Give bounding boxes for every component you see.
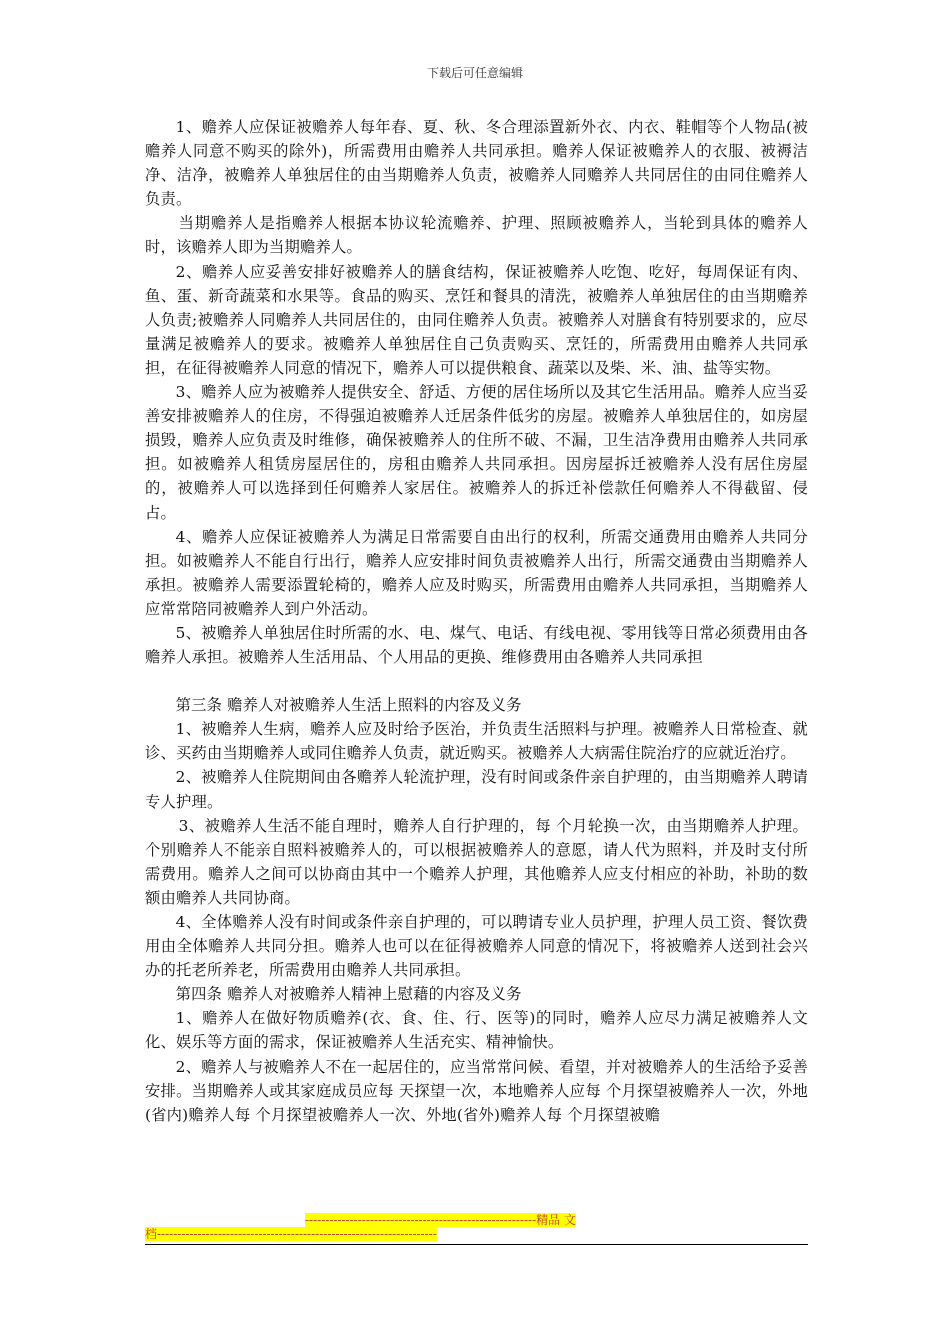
paragraph-spiritual: 1、赡养人在做好物质赡养(衣、食、住、行、医等)的同时，赡养人应尽力满足被赡养人文化、娱乐等方面的需求，保证被赡养人生活充实、精神愉快。 (145, 1009, 808, 1052)
paragraph-travel: 4、赡养人应保证被赡养人为满足日常需要自由出行的权利，所需交通费用由赡养人共同分担。如被赡养人不能自行出行，赡养人应安排时间负责被赡养人出行，所需交通费由当期赡养人承担。被赡养人需要添置轮椅的，赡养人应及时购买，所需费用由赡养人共同承担，当期赡养人应常常陪同被赡养人到户外活动。 (145, 527, 808, 618)
paragraph-housing: 3、赡养人应为被赡养人提供安全、舒适、方便的居住场所以及其它生活用品。赡养人应当妥善安排被赡养人的住房，不得强迫被赡养人迁居条件低劣的房屋。被赡养人单独居住的，如房屋损毁，赡养人应负责及时维修，确保被赡养人的住所不破、不漏，卫生洁净费用由赡养人共同承担。如被赡养人租赁房屋居住的，房租由赡养人共同承担。因房屋拆迁被赡养人没有居住房屋的，被赡养人可以选择到任何赡养人家居住。被赡养人的拆迁补偿款任何赡养人不得截留、侵占。 (145, 383, 808, 522)
footer-line-2: 档--------------------------------------------------------------------- (145, 1227, 437, 1241)
paragraph-diet: 2、赡养人应妥善安排好被赡养人的膳食结构，保证被赡养人吃饱、吃好，每周保证有肉、鱼、蛋、新奇蔬菜和水果等。食品的购买、烹饪和餐具的清洗，被赡养人单独居住的由当期赡养人负责;被赡养人同赡养人共同居住的，由同住赡养人负责。被赡养人对膳食有特别要求的，应尽量满足被赡养人的要求。被赡养人单独居住自己负责购买、烹饪的，所需费用由赡养人共同承担，在征得被赡养人同意的情况下，赡养人可以提供粮食、蔬菜以及柴、米、油、盐等实物。 (145, 262, 808, 377)
paragraph-gap (145, 669, 808, 693)
paragraph-self-care: 3、被赡养人生活不能自理时，赡养人自行护理的，每 个月轮换一次，由当期赡养人护理。个别赡养人不能亲自照料被赡养人的，可以根据被赡养人的意愿，请人代为照料，并及时支付所需费用。赡养人之间可以协商由其中一个赡养人护理，其他赡养人应支付相应的补助，补助的数额由赡养人共同协商。 (145, 816, 808, 907)
document-body (145, 115, 808, 1127)
page-header: 下载后可任意编辑 (426, 66, 523, 80)
paragraph-visits: 2、赡养人与被赡养人不在一起居住的，应当常常问候、看望，并对被赡养人的生活给予妥善安排。当期赡养人或其家庭成员应每 天探望一次，本地赡养人应每 个月探望被赡养人一次，外地(省内)赡养人每 个月探望被赡养人一次、外地(省外)赡养人每 个月探望被赡 (145, 1057, 808, 1124)
paragraph-clothing: 1、赡养人应保证被赡养人每年春、夏、秋、冬合理添置新外衣、内衣、鞋帽等个人物品(被赡养人同意不购买的除外)，所需费用由赡养人共同承担。赡养人保证被赡养人的衣服、被褥洁净、洁净，被赡养人单独居住的由当期赡养人负责，被赡养人同赡养人共同居住的由同住赡养人负责。 (145, 118, 808, 209)
paragraph-utilities: 5、被赡养人单独居住时所需的水、电、煤气、电话、有线电视、零用钱等日常必须费用由各赡养人承担。被赡养人生活用品、个人用品的更换、维修费用由各赡养人共同承担 (145, 623, 808, 667)
article-4-heading: 第四条 赡养人对被赡养人精神上慰藉的内容及义务 (175, 985, 522, 1004)
paragraph-illness: 1、被赡养人生病，赡养人应及时给予医治，并负责生活照料与护理。被赡养人日常检查、就诊、买药由当期赡养人或同住赡养人负责，就近购买。被赡养人大病需住院治疗的应就近治疗。 (145, 720, 808, 763)
footer-divider (145, 1244, 808, 1245)
paragraph-professional-care: 4、全体赡养人没有时间或条件亲自护理的，可以聘请专业人员护理，护理人员工资、餐饮费用由全体赡养人共同分担。赡养人也可以在征得被赡养人同意的情况下，将被赡养人送到社会兴办的托老所养老，所需费用由赡养人共同承担。 (145, 913, 808, 980)
paragraph-hospital: 2、被赡养人住院期间由各赡养人轮流护理，没有时间或条件亲自护理的，由当期赡养人聘请专人护理。 (145, 768, 808, 811)
article-3-heading: 第三条 赡养人对被赡养人生活上照料的内容及义务 (175, 696, 522, 715)
paragraph-definition: 当期赡养人是指赡养人根据本协议轮流赡养、护理、照顾被赡养人，当轮到具体的赡养人时，该赡养人即为当期赡养人。 (145, 214, 808, 257)
footer-watermark (145, 1213, 808, 1241)
footer-line-1: ---------------------------------------------------------精品 文 (305, 1213, 576, 1227)
